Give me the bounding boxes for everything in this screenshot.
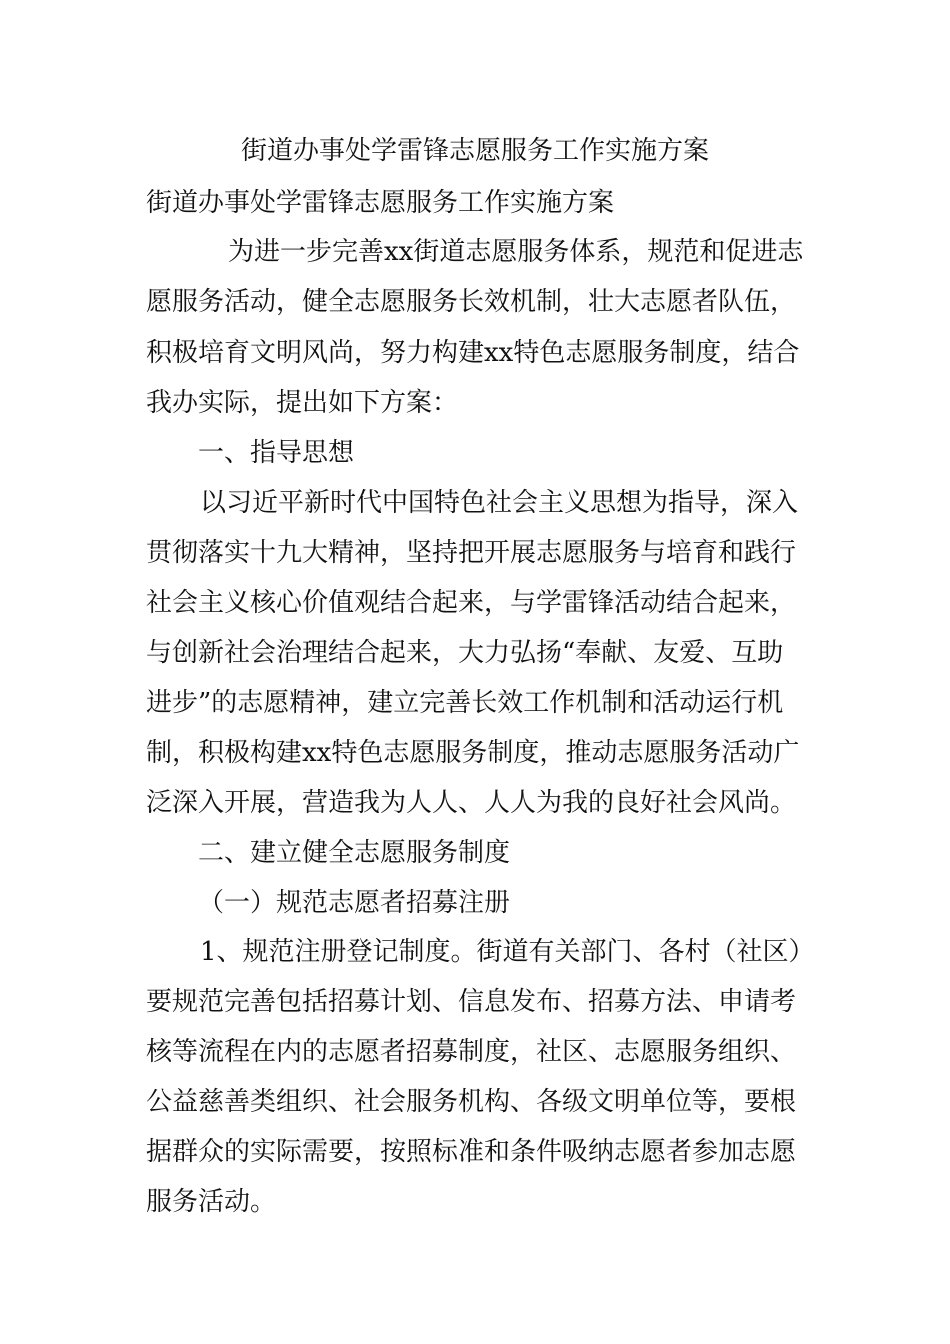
body-line: 与创新社会治理结合起来，大力弘扬“奉献、友爱、互助	[146, 638, 784, 668]
section-heading: 二、建立健全志愿服务制度	[198, 838, 511, 868]
item-line: 核等流程在内的志愿者招募制度，社区、志愿服务组织、	[146, 1037, 797, 1067]
document-subtitle: 街道办事处学雷锋志愿服务工作实施方案	[146, 188, 615, 218]
item-line: 要规范完善包括招募计划、信息发布、招募方法、申请考	[146, 987, 797, 1017]
intro-line: 愿服务活动，健全志愿服务长效机制，壮大志愿者队伍，	[146, 287, 797, 317]
item-line: 据群众的实际需要，按照标准和条件吸纳志愿者参加志愿	[146, 1137, 797, 1167]
document-title: 街道办事处学雷锋志愿服务工作实施方案	[240, 136, 709, 166]
body-line: 以习近平新时代中国特色社会主义思想为指导，深入	[200, 488, 799, 518]
body-line: 贯彻落实十九大精神，坚持把开展志愿服务与培育和践行	[146, 538, 797, 568]
body-line: 进步”的志愿精神，建立完善长效工作机制和活动运行机	[146, 688, 784, 718]
section-heading: 一、指导思想	[198, 438, 355, 468]
subsection-heading: （一）规范志愿者招募注册	[198, 888, 511, 918]
item-line: 1、规范注册登记制度。街道有关部门、各村（社区）	[200, 937, 815, 967]
intro-line: 为进一步完善xx街道志愿服务体系，规范和促进志	[228, 237, 804, 267]
body-line: 社会主义核心价值观结合起来，与学雷锋活动结合起来，	[146, 588, 797, 618]
intro-line: 我办实际，提出如下方案：	[146, 388, 459, 418]
intro-line: 积极培育文明风尚，努力构建xx特色志愿服务制度，结合	[146, 338, 800, 368]
item-line: 公益慈善类组织、社会服务机构、各级文明单位等，要根	[146, 1087, 797, 1117]
body-line: 制，积极构建xx特色志愿服务制度，推动志愿服务活动广	[146, 738, 800, 768]
body-line: 泛深入开展，营造我为人人、人人为我的良好社会风尚。	[146, 788, 797, 818]
item-line: 服务活动。	[146, 1187, 277, 1217]
